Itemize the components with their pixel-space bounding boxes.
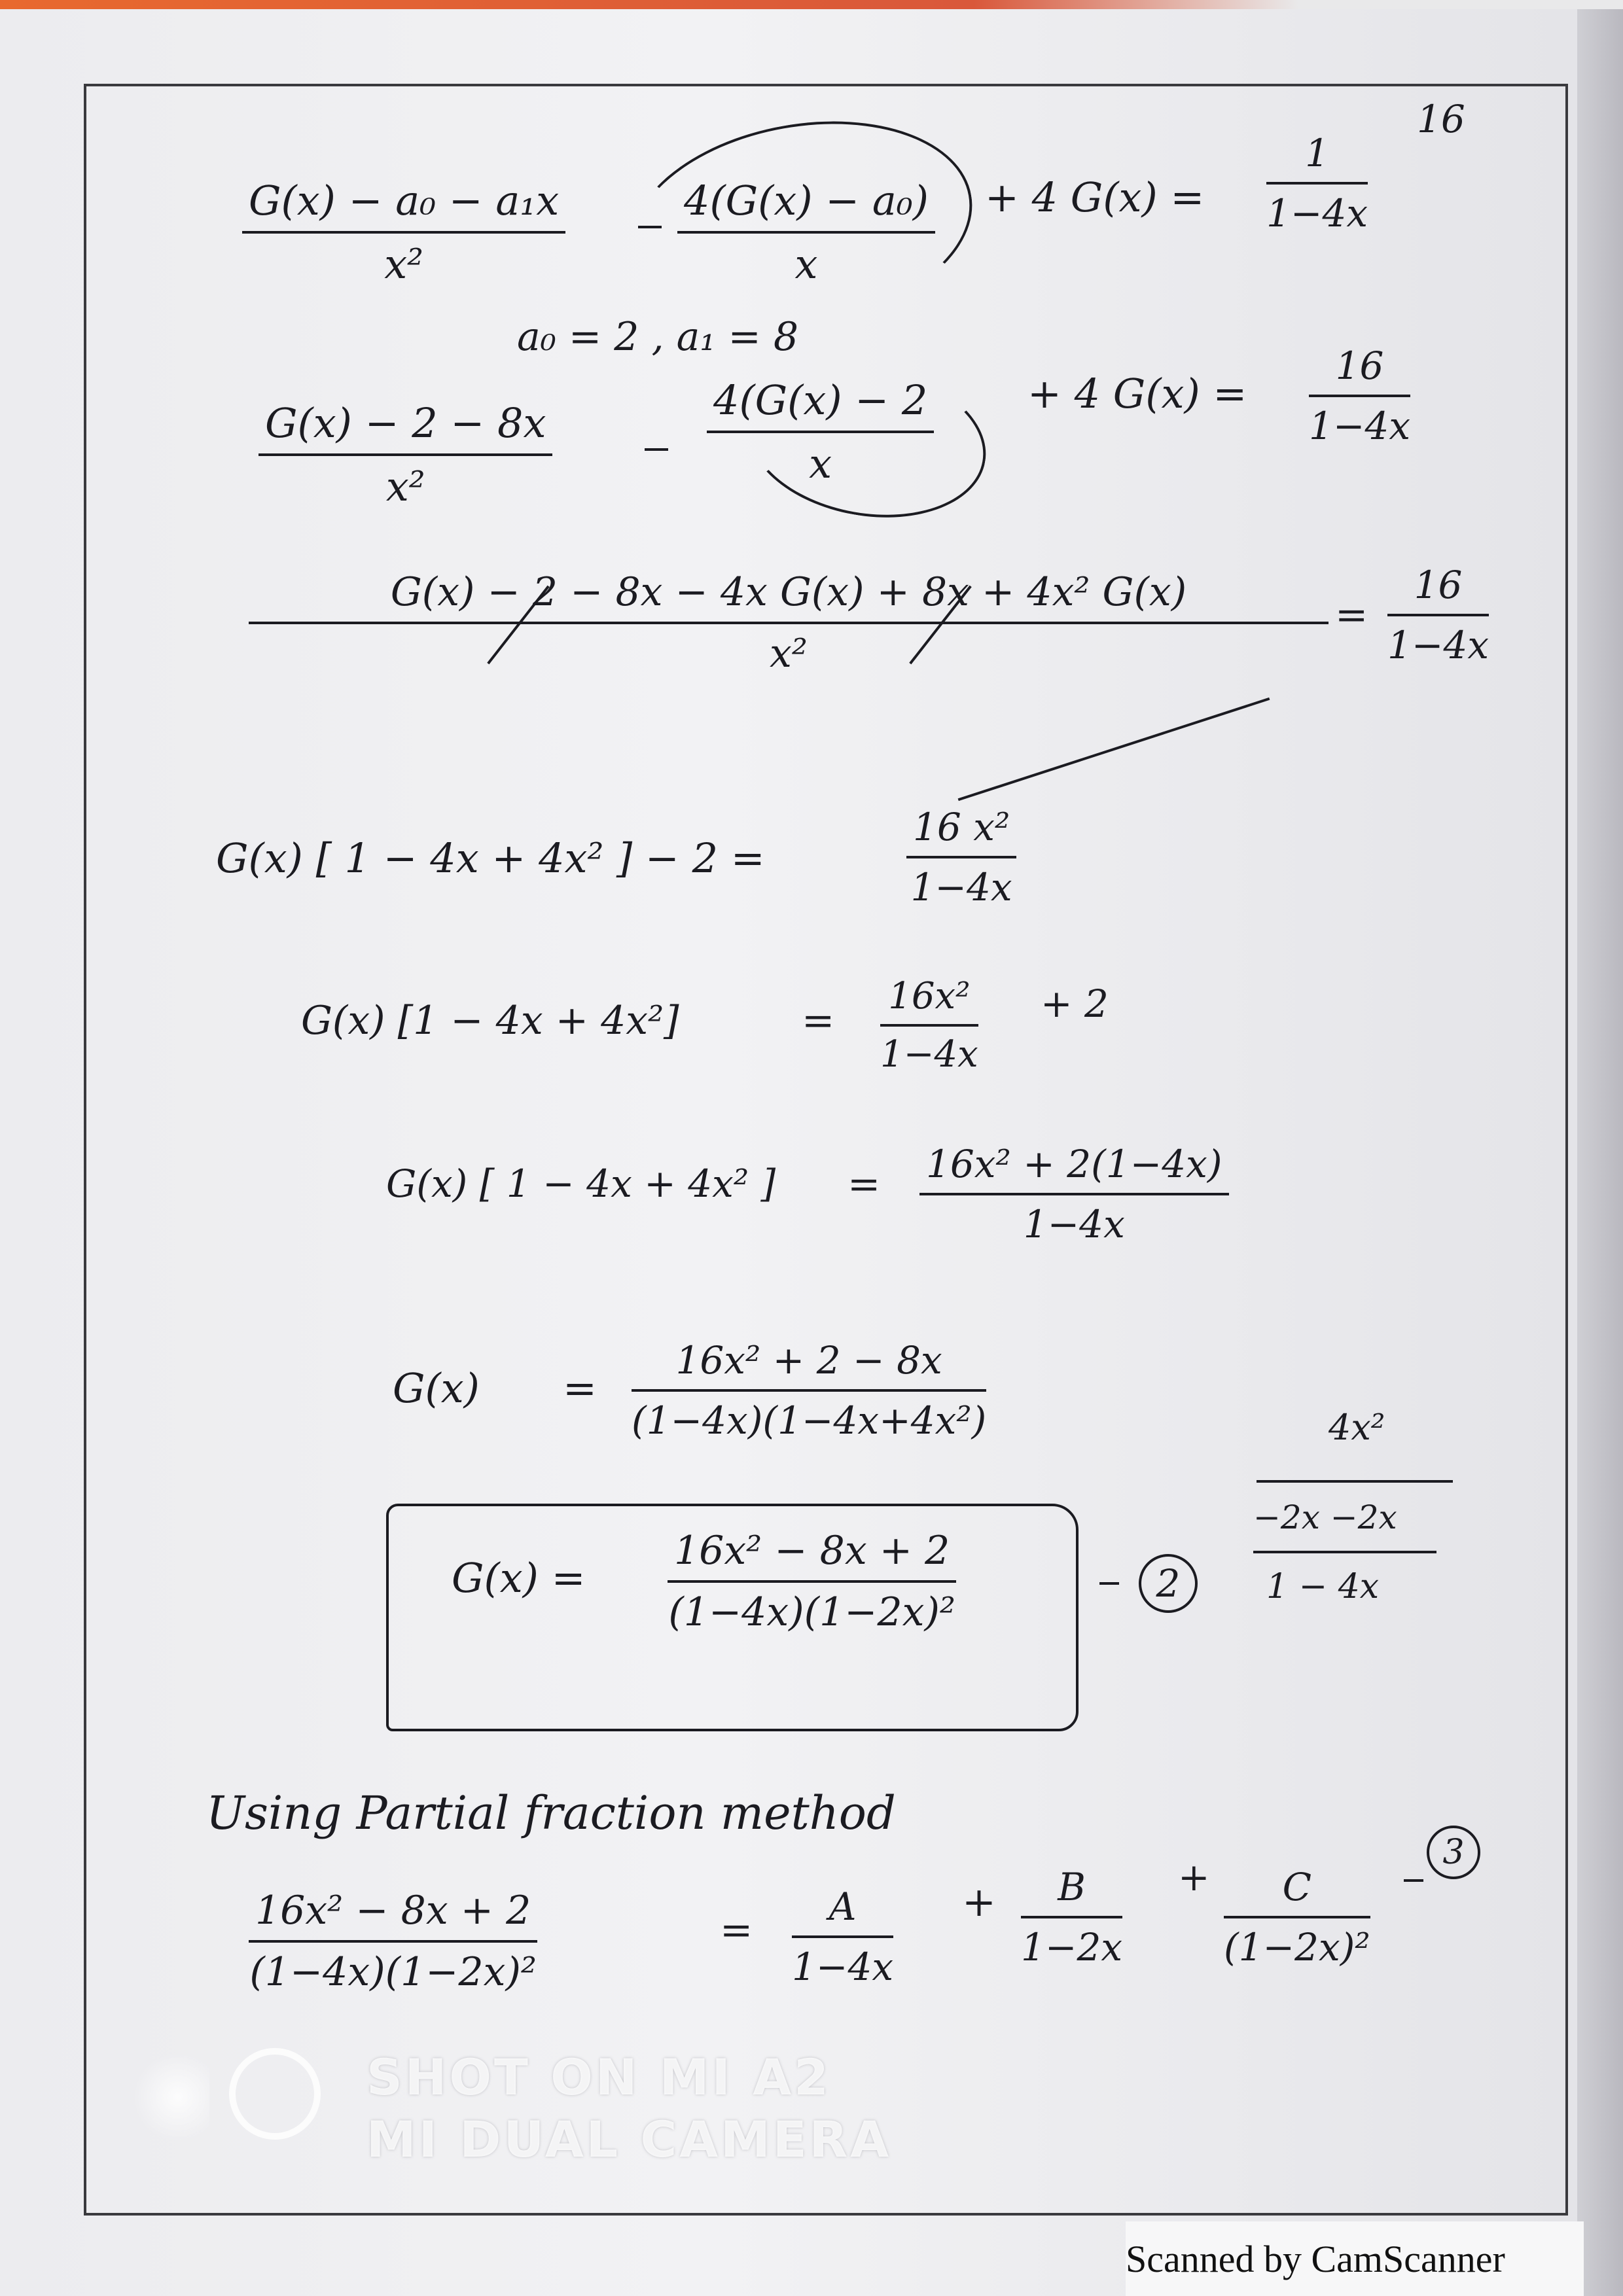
pf-plus-1: + [962, 1878, 996, 1926]
eq1-rhs-denominator: 1−4x [1266, 191, 1368, 236]
pf-lhs-denominator: (1−4x)(1−2x)² [249, 1949, 537, 1995]
pf-b-denominator: 1−2x [1021, 1925, 1123, 1969]
eq6-lhs: G(x) [1 − 4x + 4x²] [301, 998, 679, 1044]
eq3-mid-denominator: x [809, 440, 832, 487]
pf-lhs-fraction [249, 1888, 537, 1995]
boxed-fraction [668, 1528, 956, 1635]
page-edge-shadow [1577, 0, 1623, 2296]
eq1-mid-denominator: x [794, 240, 818, 288]
pf-lhs-numerator: 16x² − 8x + 2 [255, 1888, 531, 1934]
eq8-rhs-fraction [632, 1338, 986, 1443]
tag-dash [1404, 1879, 1423, 1882]
tag-dash [1099, 1582, 1119, 1585]
pf-b-numerator: B [1058, 1865, 1086, 1909]
eq4-rhs-denominator: 1−4x [1387, 623, 1489, 667]
eq5-rhs-fraction [906, 805, 1016, 910]
method-title: Using Partial fraction method [206, 1786, 896, 1840]
eq1-lhs-numerator: G(x) − a₀ − a₁x [249, 177, 560, 224]
eq4-rhs-numerator: 16 [1414, 563, 1463, 607]
eq5-lhs: G(x) [ 1 − 4x + 4x² ] − 2 = [216, 834, 765, 882]
pf-a-numerator: A [829, 1884, 857, 1929]
minus-sign [645, 448, 668, 451]
eq1-mid-numerator: 4(G(x) − a₀) [684, 177, 929, 224]
eq7-rhs-numerator: 16x² + 2(1−4x) [926, 1142, 1222, 1186]
eq3-lhs-denominator: x² [385, 463, 425, 510]
eq4-lhs-fraction [249, 569, 1329, 677]
eq8-rhs-denominator: (1−4x)(1−4x+4x²) [632, 1398, 987, 1443]
eq1-lhs-denominator: x² [384, 240, 424, 288]
pf-b-fraction [1021, 1865, 1122, 1969]
pf-c-fraction [1224, 1865, 1370, 1969]
camera-watermark-logo [229, 2048, 321, 2140]
eq3-lhs-fraction [259, 399, 552, 510]
camera-watermark-line1: SHOT ON MI A2 [366, 2048, 831, 2106]
side-work-line [1257, 1480, 1453, 1483]
side-work-top: 4x² [1329, 1407, 1385, 1448]
equation-tag-3: 3 [1427, 1826, 1480, 1879]
scanner-footer [1126, 2221, 1584, 2296]
pf-equals: = [720, 1907, 753, 1953]
eq7-lhs: G(x) [ 1 − 4x + 4x² ] [386, 1161, 776, 1206]
pf-a-fraction [792, 1884, 893, 1989]
eq8-equals: = [563, 1364, 597, 1412]
eq8-rhs-numerator: 16x² + 2 − 8x [675, 1338, 942, 1383]
top-color-strip [0, 0, 1623, 9]
eq6-plus-two: + 2 [1041, 981, 1109, 1026]
eq1-lhs-fraction [242, 177, 565, 288]
initial-values: a₀ = 2 , a₁ = 8 [517, 314, 799, 360]
eq3-rhs-numerator: 16 [1335, 344, 1384, 388]
eq3-rhs-denominator: 1−4x [1309, 404, 1411, 448]
eq4-numerator: G(x) − 2 − 8x − 4x G(x) + 8x + 4x² G(x) [390, 569, 1187, 615]
pf-a-denominator: 1−4x [792, 1945, 894, 1989]
eq7-equals: = [847, 1161, 881, 1207]
eq7-rhs-fraction [919, 1142, 1229, 1246]
eq3-rest: + 4 G(x) = [1027, 370, 1247, 417]
eq1-rhs-fraction [1266, 131, 1368, 236]
eq6-rhs-fraction [880, 975, 978, 1076]
eq3-lhs-numerator: G(x) − 2 − 8x [265, 399, 546, 447]
pf-c-denominator: (1−2x)² [1224, 1925, 1370, 1969]
eq3-rhs-fraction [1309, 344, 1410, 448]
eq4-rhs-fraction [1387, 563, 1489, 667]
eq7-rhs-denominator: 1−4x [1023, 1202, 1125, 1246]
side-work-middle: −2x −2x [1253, 1498, 1397, 1536]
scanner-footer-text: Scanned by CamScanner [1126, 2237, 1505, 2280]
side-work-line [1253, 1551, 1436, 1553]
boxed-numerator: 16x² − 8x + 2 [674, 1528, 950, 1574]
eq8-lhs: G(x) [393, 1364, 480, 1412]
eq1-rest: + 4 G(x) = [985, 173, 1205, 221]
side-work-bottom: 1 − 4x [1266, 1567, 1380, 1606]
pf-c-numerator: C [1282, 1865, 1311, 1909]
eq4-equals: = [1335, 592, 1368, 638]
camera-watermark-line2: MI DUAL CAMERA [366, 2110, 892, 2168]
equation-tag-2: 2 [1139, 1554, 1198, 1613]
boxed-denominator: (1−4x)(1−2x)² [668, 1589, 955, 1635]
boxed-lhs: G(x) = [452, 1554, 586, 1602]
eq5-rhs-denominator: 1−4x [910, 865, 1012, 910]
eq4-denominator: x² [770, 631, 808, 677]
pf-plus-2: + [1178, 1855, 1210, 1899]
eq6-rhs-numerator: 16x² [888, 975, 971, 1017]
eq6-rhs-denominator: 1−4x [880, 1033, 978, 1076]
eq1-rhs-numerator: 1 [1305, 131, 1330, 175]
page-number: 16 [1417, 97, 1465, 141]
eq5-rhs-numerator: 16 x² [913, 805, 1010, 849]
eq3-mid-numerator: 4(G(x) − 2 [713, 376, 928, 424]
camera-watermark-logo-glow [131, 2055, 209, 2140]
eq6-equals: = [802, 998, 835, 1044]
